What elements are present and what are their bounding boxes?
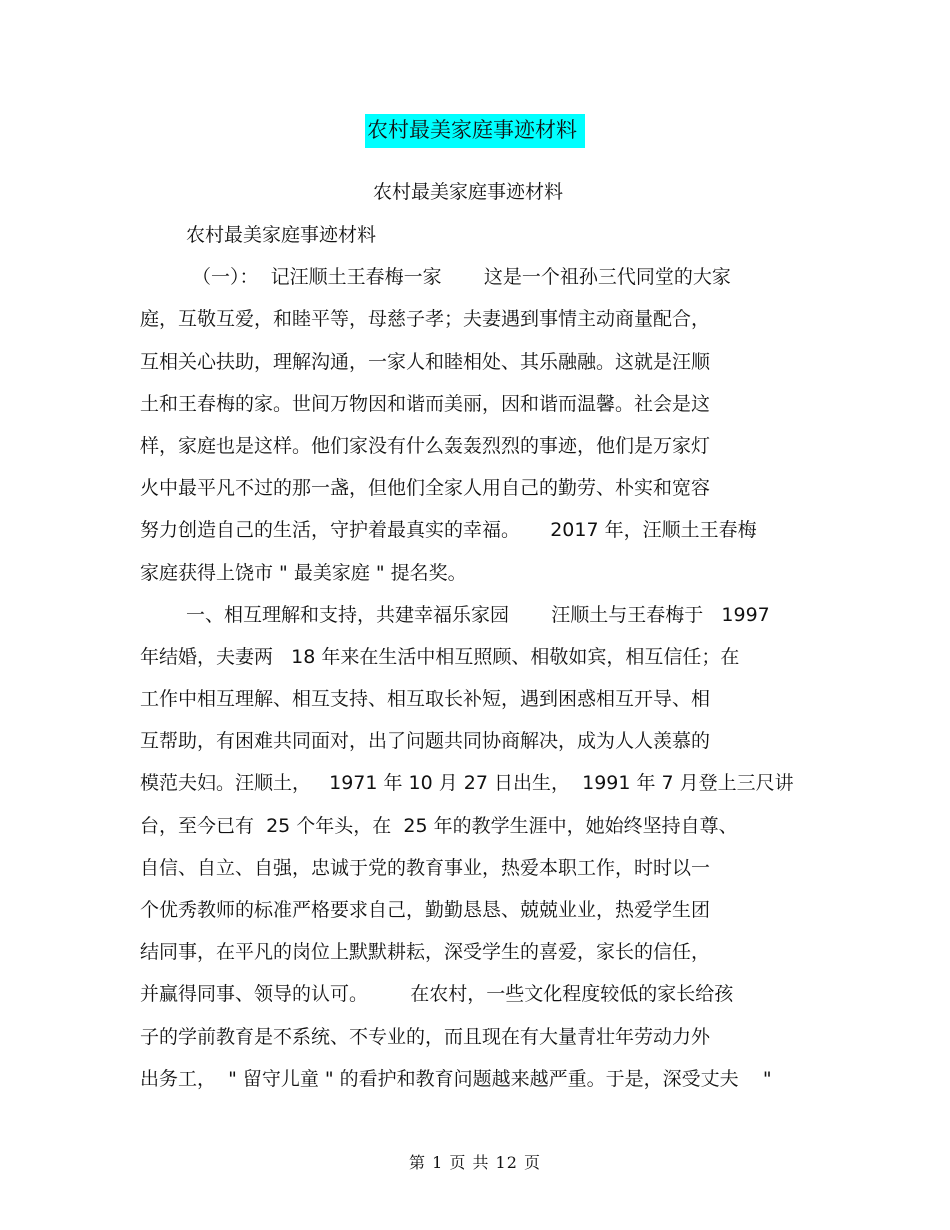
text-line: 庭，互敬互爱，和睦平等，母慈子孝；夫妻遇到事情主动商量配合， bbox=[140, 308, 711, 331]
text-line: 个优秀教师的标准严格要求自己，勤勤恳恳、兢兢业业，热爱学生团 bbox=[140, 899, 711, 921]
text-line: 并赢得同事、领导的认可。 在农村，一些文化程度较低的家长给孩 bbox=[140, 983, 734, 1006]
text-line: 火中最平凡不过的那一盏，但他们全家人用自己的勤劳、朴实和宽容 bbox=[140, 477, 711, 500]
text-line: 子的学前教育是不系统、不专业的，而且现在有大量青壮年劳动力外 bbox=[140, 1025, 711, 1048]
text-line: 年结婚，夫妻两 18 年来在生活中相互照顾、相敬如宾，相互信任；在 bbox=[140, 645, 740, 668]
title-area bbox=[0, 114, 950, 148]
text-line: 农村最美家庭事迹材料 bbox=[186, 224, 377, 246]
text-line: 模范夫妇。汪顺土， 1971 年 10 月 27 日出生， 1991 年 7 月登上三尺讲 bbox=[140, 772, 794, 795]
text-line: （一）： 记汪顺土王春梅一家 这是一个祖孙三代同堂的大家 bbox=[192, 266, 731, 289]
text-line: 自信、自立、自强，忠诚于党的教育事业，热爱本职工作，时时以一 bbox=[140, 856, 711, 879]
text-line: 努力创造自己的生活，守护着最真实的幸福。 2017 年，汪顺土王春梅 bbox=[140, 519, 757, 542]
body-text bbox=[140, 220, 820, 1106]
text-line: 结同事，在平凡的岗位上默默耕耘，深受学生的喜爱，家长的信任， bbox=[140, 941, 711, 964]
text-line: 出务工， " 留守儿童 " 的看护和教育问题越来越严重。于是，深受丈夫 " bbox=[140, 1067, 772, 1090]
text-line: 一、相互理解和支持，共建幸福乐家园 汪顺土与王春梅于 1997 bbox=[186, 603, 770, 626]
page-footer: 第 1 页 共 12 页 bbox=[409, 1153, 541, 1172]
subtitle: 农村最美家庭事迹材料 bbox=[372, 181, 563, 203]
highlighted-title: 农村最美家庭事迹材料 bbox=[365, 114, 585, 148]
text-line: 家庭获得上饶市 " 最美家庭 " 提名奖。 bbox=[140, 561, 467, 584]
text-line: 互相关心扶助，理解沟通，一家人和睦相处、其乐融融。这就是汪顺 bbox=[140, 350, 711, 373]
text-line: 互帮助，有困难共同面对，出了问题共同协商解决，成为人人羡慕的 bbox=[140, 730, 711, 753]
text-line: 土和王春梅的家。世间万物因和谐而美丽，因和谐而温馨。社会是这 bbox=[140, 392, 711, 415]
text-line: 工作中相互理解、相互支持、相互取长补短，遇到困惑相互开导、相 bbox=[140, 688, 711, 711]
text-line: 样，家庭也是这样。他们家没有什么轰轰烈烈的事迹，他们是万家灯 bbox=[140, 434, 711, 457]
text-line: 台，至今已有 25 个年头，在 25 年的教学生涯中，她始终坚持自尊、 bbox=[140, 814, 738, 837]
